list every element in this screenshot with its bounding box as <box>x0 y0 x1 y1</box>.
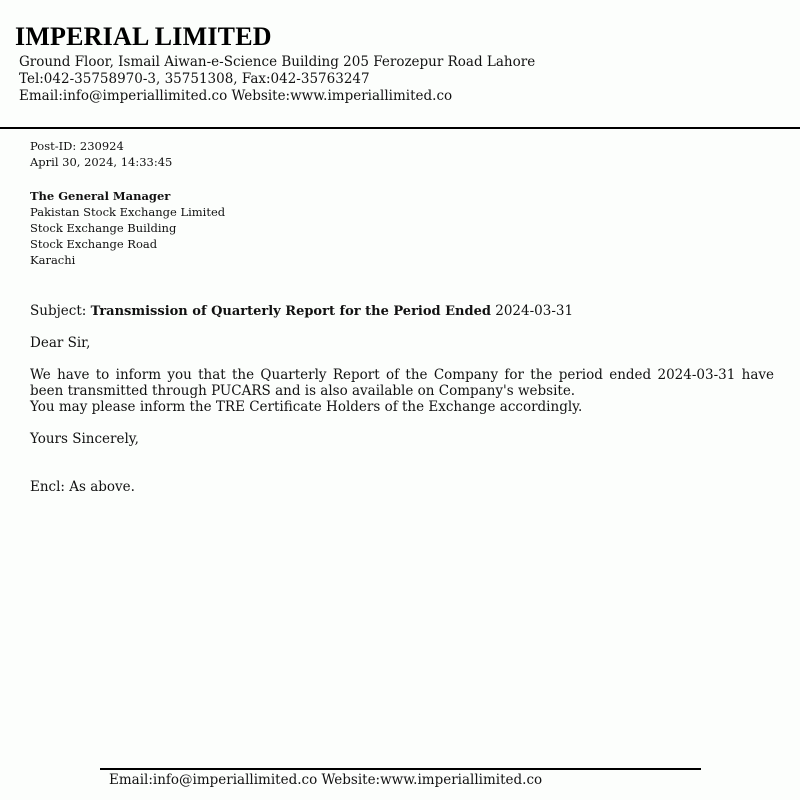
post-id: Post-ID: 230924 <box>30 139 124 153</box>
subject-label: Subject: <box>30 303 91 319</box>
salutation: Dear Sir, <box>30 335 91 351</box>
company-phone-fax: Tel:042-35758970-3, 35751308, Fax:042-35763247 <box>19 71 370 87</box>
post-date: April 30, 2024, 14:33:45 <box>30 155 173 169</box>
footer-email-website: Email:info@imperiallimited.co Website:www.imperiallimited.co <box>109 772 543 788</box>
header-divider <box>0 127 800 129</box>
recipient-title: The General Manager <box>30 189 171 203</box>
recipient-company: Pakistan Stock Exchange Limited <box>30 205 226 219</box>
company-address: Ground Floor, Ismail Aiwan-e-Science Building 205 Ferozepur Road Lahore <box>19 54 536 70</box>
subject-date: 2024-03-31 <box>490 303 574 319</box>
enclosure-note: Encl: As above. <box>30 479 135 495</box>
recipient-city: Karachi <box>30 253 76 267</box>
body-paragraph-2: You may please inform the TRE Certificate Holders of the Exchange accordingly. <box>30 399 583 415</box>
recipient-road: Stock Exchange Road <box>30 237 158 251</box>
company-email-website: Email:info@imperiallimited.co Website:www.imperiallimited.co <box>19 88 453 104</box>
closing: Yours Sincerely, <box>30 431 139 447</box>
subject-title: Transmission of Quarterly Report for the Period Ended <box>90 304 491 319</box>
body-paragraph-1: We have to inform you that the Quarterly Report of the Company for the period ended 2024-03-31 have been transmitted through PUCARS and is also available on Company's website. <box>30 367 774 399</box>
subject-line <box>30 303 573 320</box>
recipient-building: Stock Exchange Building <box>30 221 177 235</box>
footer-divider <box>100 768 701 770</box>
company-name: IMPERIAL LIMITED <box>15 22 272 51</box>
